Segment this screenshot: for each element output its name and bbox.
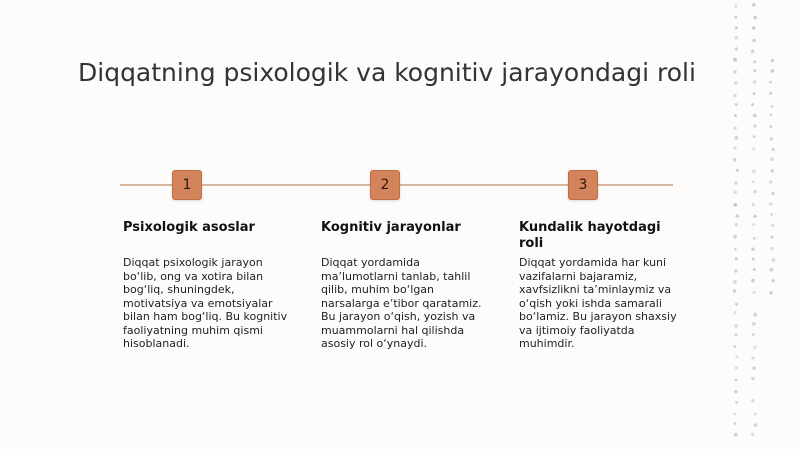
step-2-text-line: Bu jarayon o‘qish, yozish va [321, 310, 476, 323]
decorative-dot [752, 333, 755, 336]
step-2-text-line: muammolarni hal qilishda [321, 323, 465, 337]
decorative-dot [751, 103, 754, 106]
decorative-dot [733, 58, 737, 62]
decorative-dot [735, 378, 738, 381]
decorative-dot [769, 81, 772, 84]
decorative-dot [769, 113, 772, 116]
decorative-dot [733, 158, 737, 162]
decorative-dot [770, 236, 773, 239]
step-1-text-line: bo‘lib, ong va xotira bilan [123, 269, 264, 283]
decorative-dot [752, 223, 755, 226]
step-1-column [123, 220, 293, 351]
decorative-dot [733, 190, 737, 194]
decorative-dot [733, 345, 736, 348]
decorative-dot [769, 202, 773, 206]
decorative-dot [752, 180, 755, 183]
decorative-dot [735, 214, 739, 218]
decorative-dot [751, 377, 754, 380]
decorative-dot [769, 268, 773, 272]
step-3-column [519, 220, 689, 351]
decorative-dot [735, 355, 738, 358]
decorative-dot [752, 291, 755, 294]
decorative-dot [733, 413, 736, 416]
step-1-text-line: Diqqat psixologik jarayon [123, 256, 263, 269]
decorative-dot [753, 237, 756, 240]
decorative-dot [751, 50, 754, 53]
decorative-dot [753, 113, 757, 117]
decorative-dot [735, 401, 738, 404]
decorative-dot [753, 69, 756, 72]
decorative-dot [733, 235, 737, 239]
decorative-dot [752, 366, 756, 370]
decorative-dot [771, 59, 774, 62]
decorative-dot [752, 39, 756, 43]
step-2-text-line: qilib, muhim bo‘lgan [321, 283, 435, 296]
step-1-text-line: bilan ham bog‘liq. Bu kognitiv [123, 310, 288, 323]
decorative-dot [735, 26, 738, 29]
step-3-text-line: o‘qish yoki ishda samarali [519, 296, 662, 310]
decorative-dot [771, 279, 774, 282]
decorative-dot [771, 105, 774, 108]
decorative-dot [751, 279, 755, 283]
decorative-dot [734, 390, 737, 393]
decorative-dot [733, 203, 737, 207]
decorative-dot [734, 248, 737, 251]
decorative-dot [770, 247, 774, 251]
decorative-dot [733, 147, 736, 150]
slide-title: Diqqatning psixologik va kognitiv jarayondagi roli [78, 58, 696, 87]
decorative-dot [733, 94, 736, 97]
decorative-dot [771, 169, 774, 172]
decorative-dot [734, 16, 737, 19]
decorative-dot [770, 69, 774, 73]
decorative-dot [753, 124, 756, 127]
decorative-dot [733, 280, 737, 284]
decorative-dot [751, 247, 755, 251]
decorative-dot [770, 157, 774, 161]
step-1-heading-line: Psixologik asoslar [123, 220, 255, 235]
step-3-text [519, 256, 689, 351]
decorative-dot [734, 181, 737, 184]
decorative-dot [734, 422, 737, 425]
step-3-text-line: Diqqat yordamida har kuni [519, 256, 667, 269]
decorative-dot [754, 215, 757, 218]
decorative-dot [752, 322, 756, 326]
decorative-dot [735, 36, 738, 39]
decorative-dot [771, 224, 774, 227]
decorative-dot [734, 433, 737, 436]
decorative-dot [734, 324, 738, 328]
step-2-heading [321, 220, 491, 236]
decorative-dot [753, 135, 756, 138]
decorative-dot [769, 92, 772, 95]
step-1-text [123, 256, 293, 351]
step-3-text-line: bo‘lamiz. Bu jarayon shaxsiy [519, 310, 677, 323]
step-3-heading-line: roli [519, 236, 544, 251]
step-1-heading [123, 220, 293, 236]
step-1-text-line: faoliyatning muhim qismi [123, 323, 263, 337]
decorative-dot [735, 257, 738, 260]
decorative-dot [734, 136, 738, 140]
decorative-dot [753, 190, 756, 193]
decorative-dot [753, 268, 756, 271]
decorative-dot [753, 313, 757, 317]
decorative-dot [752, 3, 756, 7]
step-2-text-line: ma’lumotlarni tanlab, tahlil [321, 269, 471, 283]
decorative-dot [735, 5, 738, 8]
decorative-dot [734, 81, 738, 85]
decorative-dot [733, 70, 737, 74]
step-3-text-line: va ijtimoiy faoliyatda [519, 323, 635, 337]
decorative-dot [735, 223, 738, 226]
decorative-dot [734, 114, 737, 117]
decorative-dot [753, 80, 757, 84]
decorative-dot [735, 303, 738, 306]
decorative-dot [771, 192, 774, 195]
decorative-dot [770, 137, 773, 140]
decorative-dot [734, 333, 737, 336]
decorative-dot [754, 16, 757, 19]
decorative-dot [751, 433, 755, 437]
decorative-dot [734, 126, 737, 129]
step-3-badge: 3 [568, 170, 598, 200]
decorative-dot [734, 311, 737, 314]
step-2-heading-line: Kognitiv jarayonlar [321, 220, 461, 235]
decorative-dot [751, 399, 754, 402]
step-3-heading-line: Kundalik hayotdagi [519, 220, 661, 235]
step-2-badge: 2 [370, 170, 400, 200]
decorative-dot [736, 169, 739, 172]
step-2-text-line: narsalarga e’tibor qaratamiz. [321, 296, 482, 310]
step-2-column [321, 220, 491, 351]
decorative-dot [753, 346, 756, 349]
step-1-text-line: bog‘liq, shuningdek, [123, 283, 235, 296]
decorative-dot [752, 203, 755, 206]
step-1-text-line: hisoblanadi. [123, 337, 190, 350]
decorative-dot [769, 125, 772, 128]
step-3-text-line: vazifalarni bajaramiz, [519, 269, 638, 283]
decorative-dot [733, 289, 737, 293]
decorative-dot [734, 269, 738, 273]
decorative-dot [735, 47, 738, 50]
step-1-text-line: motivatsiya va emotsiyalar [123, 296, 273, 310]
step-3-heading [519, 220, 689, 252]
decorative-dot [752, 169, 756, 173]
step-1-badge: 1 [172, 170, 202, 200]
step-2-text-line: asosiy rol o‘ynaydi. [321, 337, 428, 350]
decorative-dot [752, 258, 755, 261]
decorative-dot [772, 148, 775, 151]
step-3-text-line: xavfsizlikni ta’minlaymiz va [519, 283, 672, 296]
decorative-dot [770, 213, 773, 216]
step-3-text-line: muhimdir. [519, 337, 575, 350]
decorative-dot [753, 92, 756, 95]
decorative-dot [771, 258, 775, 262]
decorative-dot [735, 366, 738, 369]
decorative-dot [753, 60, 756, 63]
decorative-dot [754, 413, 757, 416]
decorative-dot [735, 103, 738, 106]
decorative-dot [754, 423, 758, 427]
step-2-text-line: Diqqat yordamida [321, 256, 420, 269]
decorative-dot [751, 356, 754, 359]
decorative-dot [769, 291, 772, 294]
decorative-dot-pattern [728, 0, 800, 449]
decorative-dot [752, 26, 756, 30]
decorative-dot [752, 147, 755, 150]
step-2-text [321, 256, 491, 351]
decorative-dot [769, 180, 772, 183]
